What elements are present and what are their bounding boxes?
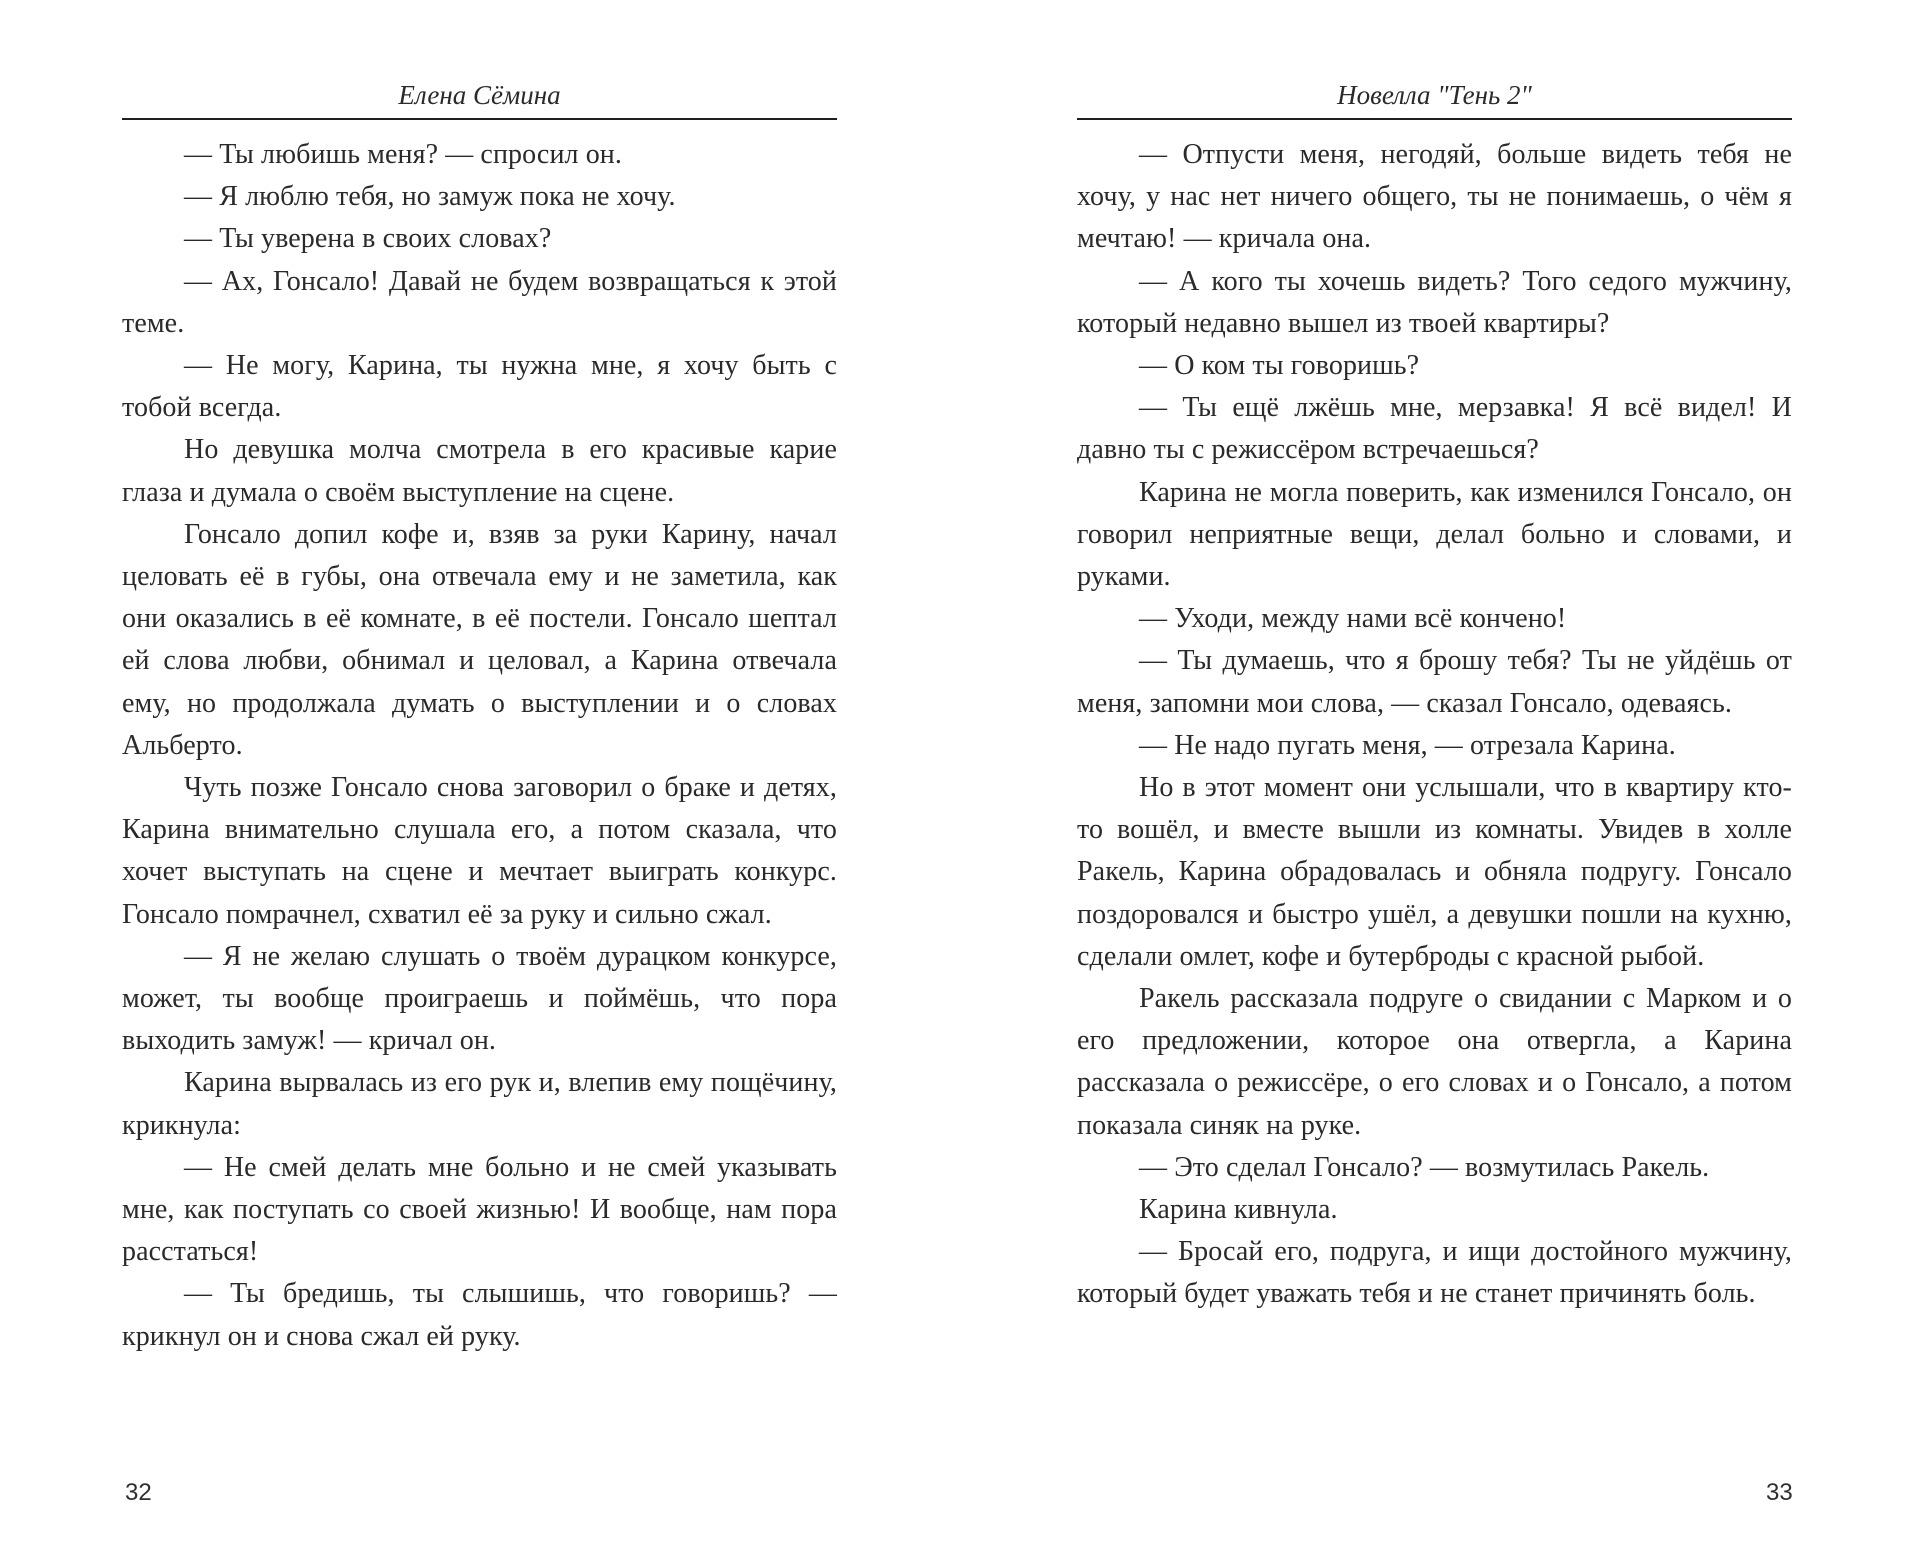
right-page <box>953 0 1907 1555</box>
paragraph: — Не смей делать мне больно и не смей указывать мне, как поступать со своей жизнью! И вообще, нам пора расстаться! <box>122 1151 837 1268</box>
page-number-left: 32 <box>125 1479 152 1506</box>
page-text <box>122 134 837 1358</box>
paragraph: — О ком ты говоришь? <box>1139 350 1420 382</box>
paragraph: — Ты уверена в своих словах? <box>184 223 552 255</box>
running-header-title: Новелла "Тень 2" <box>1077 78 1792 120</box>
paragraph: — Ты думаешь, что я брошу тебя? Ты не уйдёшь от меня, запомни мои слова, — сказал Гонсало, одеваясь. <box>1077 645 1792 719</box>
page-text <box>1077 134 1792 1316</box>
paragraph: — Ах, Гонсало! Давай не будем возвращаться к этой теме. <box>122 265 837 339</box>
paragraph: Но девушка молча смотрела в его красивые карие глаза и думала о своём выступление на сцене. <box>122 434 837 508</box>
paragraph: Гонсало допил кофе и, взяв за руки Карину, начал целовать её в губы, она отвечала ему и не заметила, как они оказались в её комнате, в её постели. Гонсало шептал ей слова любви, обнимал и целовал, а Карина отвечала ему, но продолжала думать о выступлении и о словах Альберто. <box>122 518 837 761</box>
paragraph: Карина не могла поверить, как изменился Гонсало, он говорил неприятные вещи, делал больно и словами, и руками. <box>1077 476 1792 593</box>
running-header-author: Елена Сёмина <box>122 78 837 120</box>
paragraph: Ракель рассказала подруге о свидании с Марком и о его предложении, которое она отвергла, а Карина рассказала о режиссёре, о его словах и о Гонсало, а потом показала синяк на руке. <box>1077 983 1792 1141</box>
paragraph: — Отпусти меня, негодяй, больше видеть тебя не хочу, у нас нет ничего общего, ты не понимаешь, о чём я мечтаю! — кричала она. <box>1077 139 1792 255</box>
paragraph: — Ты ещё лжёшь мне, мерзавка! Я всё видел! И давно ты с режиссёром встречаешься? <box>1077 392 1792 466</box>
paragraph: — Уходи, между нами всё кончено! <box>1139 603 1567 635</box>
paragraph: Карина вырвалась из его рук и, влепив ему пощёчину, крикнула: <box>122 1067 837 1141</box>
paragraph: Чуть позже Гонсало снова заговорил о браке и детях, Карина внимательно слушала его, а потом сказала, что хочет выступать на сцене и мечтает выиграть конкурс. Гонсало помрачнел, схватил её за руку и сильно сжал. <box>122 772 837 930</box>
paragraph: Но в этот момент они услышали, что в квартиру кто-то вошёл, и вместе вышли из комнаты. Увидев в холле Ракель, Карина обрадовалась и обняла подругу. Гонсало поздоровался и быстро ушёл, а девушки пошли на кухню, сделали омлет, кофе и бутерброды с красной рыбой. <box>1077 772 1792 972</box>
paragraph: — Не надо пугать меня, — отрезала Карина. <box>1139 729 1676 761</box>
left-page <box>0 0 953 1555</box>
paragraph: — А кого ты хочешь видеть? Того седого мужчину, который недавно вышел из твоей квартиры? <box>1077 265 1792 339</box>
paragraph: — Ты любишь меня? — спросил он. <box>184 139 622 170</box>
paragraph: — Бросай его, подруга, и ищи достойного мужчину, который будет уважать тебя и не станет причинять боль. <box>1077 1236 1792 1310</box>
paragraph: Карина кивнула. <box>1139 1194 1338 1226</box>
paragraph: — Это сделал Гонсало? — возмутилась Ракель. <box>1139 1151 1710 1183</box>
paragraph: — Я не желаю слушать о твоём дурацком конкурсе, может, ты вообще проиграешь и поймёшь, что пора выходить замуж! — кричал он. <box>122 940 837 1057</box>
paragraph: — Я люблю тебя, но замуж пока не хочу. <box>184 181 676 213</box>
paragraph: — Не могу, Карина, ты нужна мне, я хочу быть с тобой всегда. <box>122 350 837 424</box>
paragraph: — Ты бредишь, ты слышишь, что говоришь? — крикнул он и снова сжал ей руку. <box>122 1278 837 1352</box>
page-number-right: 33 <box>1766 1479 1793 1506</box>
